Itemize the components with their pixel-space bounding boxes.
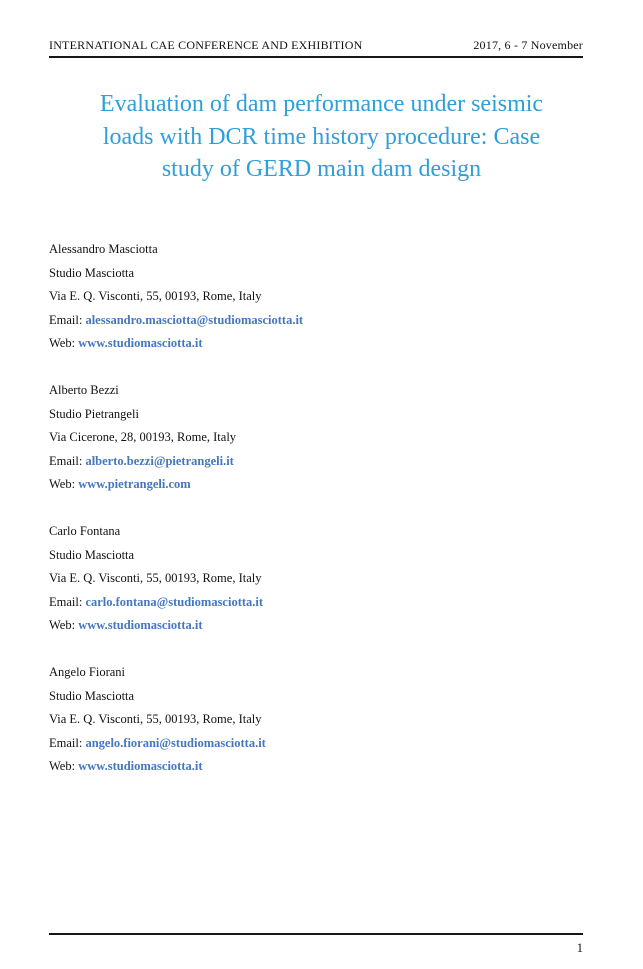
conference-name: INTERNATIONAL CAE CONFERENCE AND EXHIBITION <box>49 38 363 52</box>
author-email-line <box>49 450 583 474</box>
title-line-1: Evaluation of dam performance under seismic <box>99 91 544 117</box>
author-web-line <box>49 473 583 497</box>
author-affiliation: Studio Pietrangeli <box>49 406 139 421</box>
footer-rule <box>49 933 583 935</box>
web-label: Web: <box>49 759 79 773</box>
author-list <box>49 238 583 802</box>
email-label: Email: <box>49 312 86 327</box>
author-address: Via E. Q. Visconti, 55, 00193, Rome, Italy <box>49 289 262 303</box>
author-web-line <box>49 755 583 779</box>
title-line-3: study of GERD main dam design <box>161 156 482 182</box>
running-header <box>49 38 583 58</box>
author-block <box>49 520 583 638</box>
web-link[interactable]: www.pietrangeli.com <box>78 477 191 491</box>
author-web-line <box>49 614 583 638</box>
web-link[interactable]: www.studiomasciotta.it <box>78 336 203 350</box>
web-link[interactable]: www.studiomasciotta.it <box>78 618 203 632</box>
author-block <box>49 379 583 497</box>
email-label: Email: <box>49 594 86 609</box>
author-name: Angelo Fiorani <box>49 665 126 679</box>
author-affiliation: Studio Masciotta <box>49 688 135 703</box>
email-label: Email: <box>49 735 86 750</box>
author-email-line <box>49 732 583 756</box>
conference-date: 2017, 6 - 7 November <box>473 38 583 52</box>
author-email-line <box>49 591 583 615</box>
author-block <box>49 661 583 779</box>
title-line-2: loads with DCR time history procedure: Case <box>102 123 541 150</box>
web-label: Web: <box>49 336 79 350</box>
author-name: Alessandro Masciotta <box>49 242 158 256</box>
author-email-line <box>49 309 583 333</box>
author-name: Alberto Bezzi <box>49 383 119 397</box>
email-link[interactable]: alberto.bezzi@pietrangeli.it <box>85 453 234 468</box>
page-title <box>40 88 603 186</box>
email-link[interactable]: carlo.fontana@studiomasciotta.it <box>85 594 264 609</box>
author-address: Via E. Q. Visconti, 55, 00193, Rome, Italy <box>49 571 262 585</box>
web-label: Web: <box>49 477 79 491</box>
web-link[interactable]: www.studiomasciotta.it <box>78 759 203 773</box>
author-address: Via E. Q. Visconti, 55, 00193, Rome, Italy <box>49 712 262 726</box>
author-affiliation: Studio Masciotta <box>49 547 135 562</box>
email-link[interactable]: angelo.fiorani@studiomasciotta.it <box>85 735 266 750</box>
web-label: Web: <box>49 618 79 632</box>
email-link[interactable]: alessandro.masciotta@studiomasciotta.it <box>85 312 304 327</box>
author-name: Carlo Fontana <box>49 524 121 538</box>
page-number: 1 <box>576 941 583 955</box>
author-block <box>49 238 583 356</box>
author-affiliation: Studio Masciotta <box>49 265 135 280</box>
author-web-line <box>49 332 583 356</box>
email-label: Email: <box>49 453 86 468</box>
author-address: Via Cicerone, 28, 00193, Rome, Italy <box>49 430 237 444</box>
